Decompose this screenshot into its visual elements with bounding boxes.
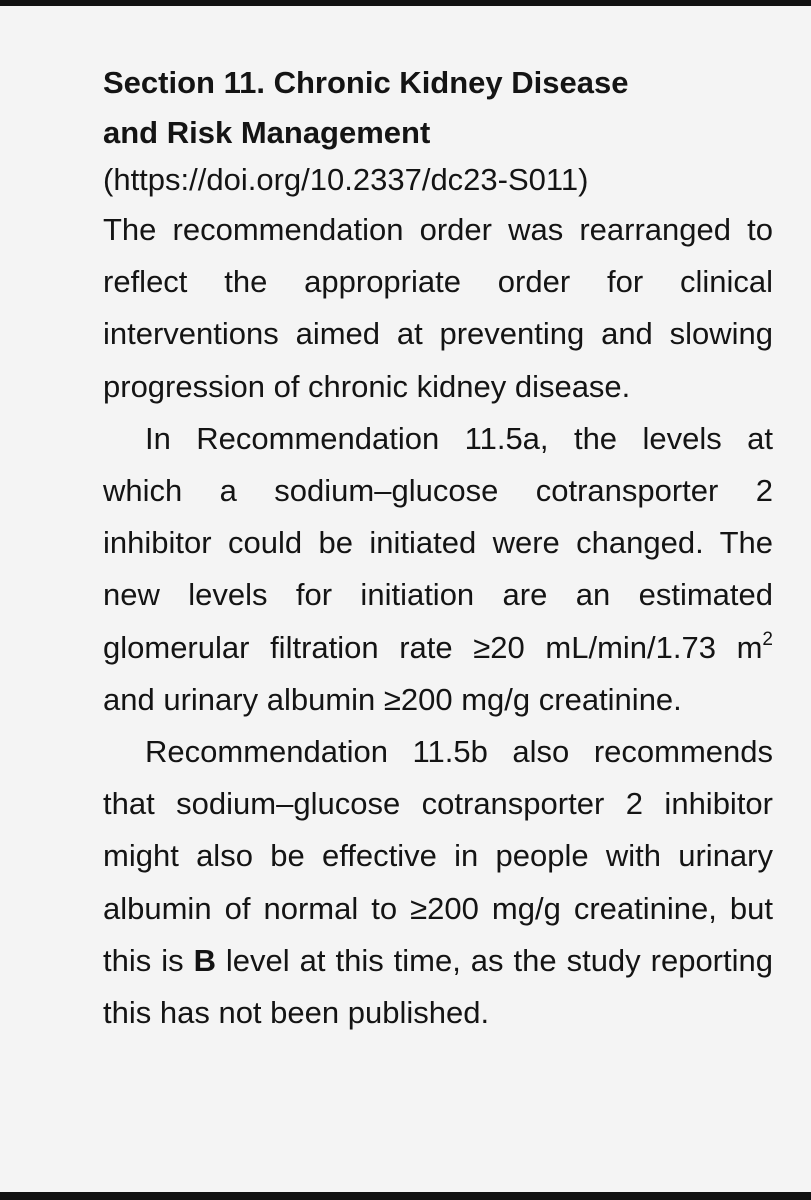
paragraph-11-5a-text: In Recommendation 11.5a, the levels at which a sodium–glucose cotransporter 2 inhibitor could be initiated were changed. The new levels for initiation are an estimated glomerular filtration rate ≥20 mL/min/1.73 m — [103, 420, 773, 665]
paragraph-recommendation-11-5a — [103, 413, 773, 726]
paragraph-11-5b-text: Recommendation 11.5b also recommends that sodium–glucose cotransporter 2 inhibitor might also be effective in people with urinary albumin of normal to ≥200 mg/g creatinine, but this is — [103, 734, 773, 978]
section-heading-line1: Section 11. Chronic Kidney Disease — [103, 65, 629, 100]
paragraph-11-5a-text-end: and urinary albumin ≥200 mg/g creatinine. — [103, 681, 682, 717]
section-heading-line2: and Risk Management — [103, 115, 431, 150]
document-text — [103, 58, 773, 1039]
top-border — [0, 0, 811, 6]
paragraph-reorder: The recommendation order was rearranged to reflect the appropriate order for clinical interventions aimed at preventing and slowing progression of chronic kidney disease. — [103, 212, 773, 404]
evidence-grade: B — [193, 942, 216, 978]
section-heading — [103, 58, 773, 158]
superscript-2: 2 — [762, 628, 773, 650]
paragraph-recommendation-11-5b — [103, 726, 773, 1039]
doi-link[interactable]: (https://doi.org/10.2337/dc23-S011) — [103, 162, 589, 197]
bottom-border — [0, 1192, 811, 1200]
paragraph-11-5b-text-end: level at this time, as the study reporting this has not been published. — [103, 942, 773, 1031]
